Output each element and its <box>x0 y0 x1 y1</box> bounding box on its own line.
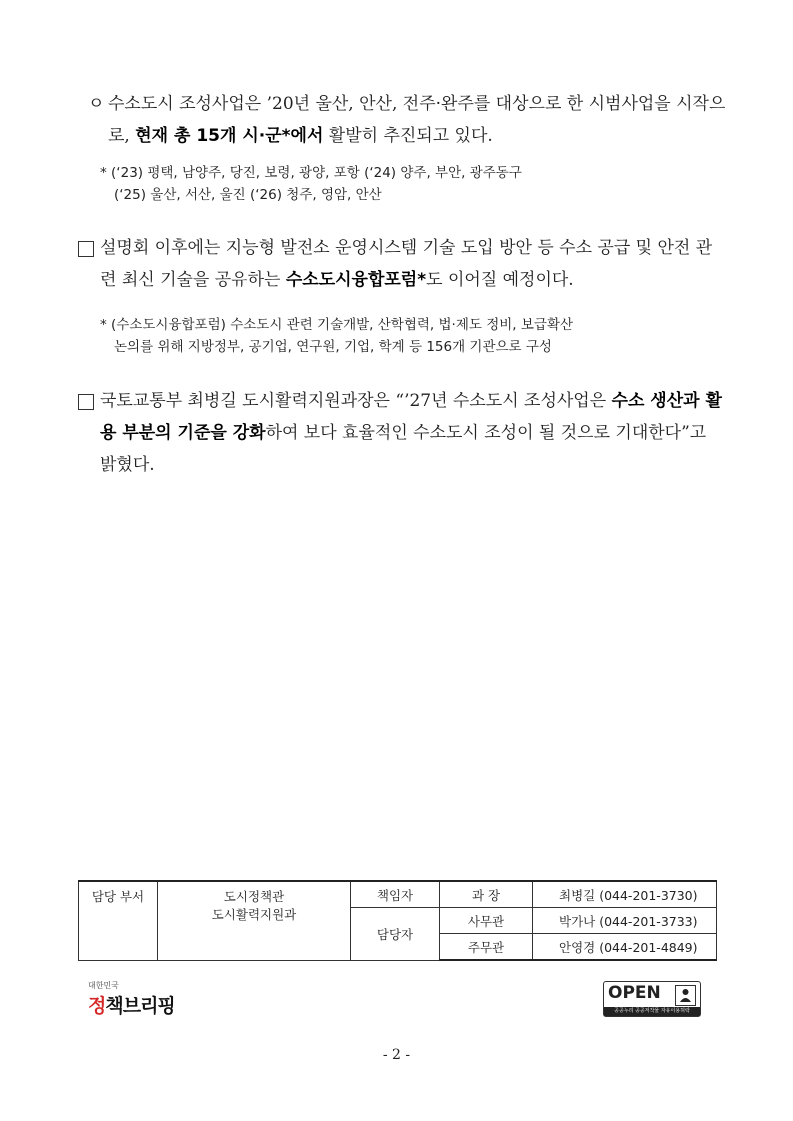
open-word: OPEN <box>608 983 661 1003</box>
footnote-line: * (‘23) 평택, 남양주, 당진, 보령, 광양, 포항 (‘24) 양주, 부안, 광주동구 <box>100 165 522 181</box>
emphasis-text: 현재 총 15개 시·군*에서 <box>135 126 324 146</box>
dept-label: 담당 부서 <box>79 881 158 960</box>
policy-briefing-logo <box>88 980 175 1018</box>
circle-bullet: ㅇ <box>88 94 105 114</box>
footnote-line: * (수소도시융합포럼) 수소도시 관련 기술개발, 산학협력, 법·제도 정비, 보급확산 <box>100 317 574 333</box>
paragraph-text: 설명회 이후에는 지능형 발전소 운영시스템 기술 도입 방안 등 수소 공급 및 안전 관련 최신 기술을 공유하는 수소도시융합포럼*도 이어질 예정이다. <box>100 238 713 290</box>
contact-title: 과 장 <box>440 881 533 908</box>
footnote-forum <box>100 314 573 358</box>
contact-name: 최병길 (044-201-3730) <box>533 881 717 908</box>
paragraph-forum <box>78 232 728 296</box>
checkbox-bullet-icon <box>78 241 94 257</box>
page-number: - 2 - <box>382 1047 411 1063</box>
paragraph-text: 수소도시 조성사업은 ’20년 울산, 안산, 전주·완주를 대상으로 한 시범사업을 시작으로, 현재 총 15개 시·군*에서 활발히 추진되고 있다. <box>108 94 726 146</box>
contact-title: 사무관 <box>440 908 533 934</box>
emphasis-text: 수소도시융합포럼* <box>285 270 427 290</box>
checkbox-bullet-icon <box>78 394 94 410</box>
contact-name: 박가나 (044-201-3733) <box>533 908 717 934</box>
footnote-city-list <box>100 162 522 206</box>
contact-table <box>78 880 717 961</box>
contact-name: 안영경 (044-201-4849) <box>533 934 717 961</box>
footnote-line: 논의를 위해 지방정부, 공기업, 연구원, 기업, 학계 등 156개 기관으로 구성 <box>114 339 552 355</box>
paragraph-hydrogen-city-status <box>88 88 728 152</box>
staff-label: 담당자 <box>351 908 440 961</box>
paragraph-quote <box>78 385 728 481</box>
responsible-label: 책임자 <box>351 881 440 908</box>
dept-name: 도시정책관 도시활력지원과 <box>158 881 351 960</box>
paragraph-text: 국토교통부 최병길 도시활력지원과장은 “’27년 수소도시 조성사업은 수소 생산과 활용 부분의 기준을 강화하여 보다 효율적인 수소도시 조성이 될 것으로 기대한다”고 밝혔다. <box>100 391 722 475</box>
license-caption: 공공누리 공공저작물 자유이용허락 <box>604 1007 700 1016</box>
emphasis-text: 수소 생산과 활용 부분의 기준을 강화 <box>100 391 722 443</box>
logo-caption: 대한민국 <box>88 981 119 990</box>
open-license-badge <box>603 981 701 1017</box>
contact-title: 주무관 <box>440 934 533 961</box>
logo-wordmark: 정책브리핑 <box>88 995 175 1017</box>
attribution-icon <box>675 985 696 1006</box>
footnote-line: (‘25) 울산, 서산, 울진 (‘26) 청주, 영암, 안산 <box>114 187 382 203</box>
